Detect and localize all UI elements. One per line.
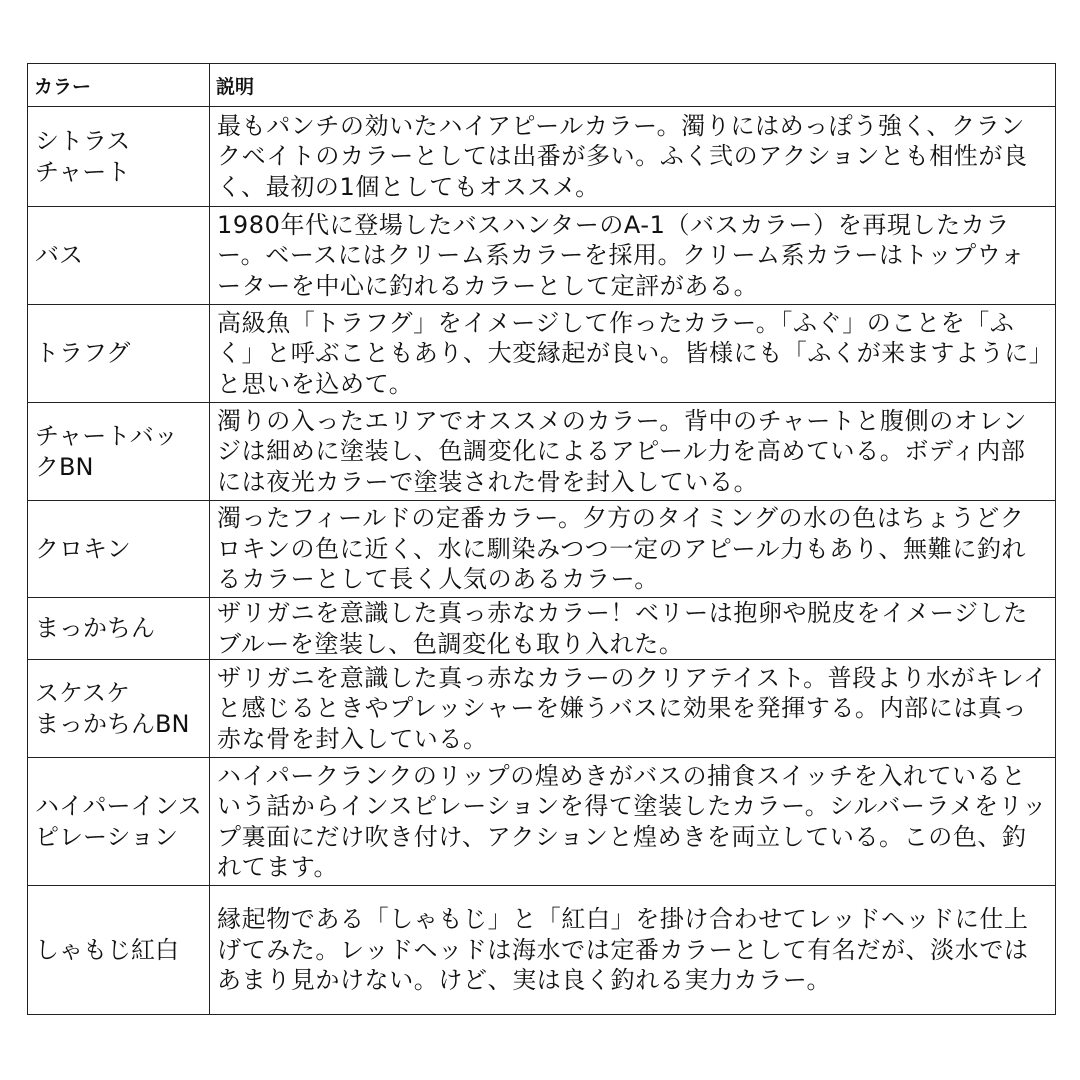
color-description: 最もパンチの効いたハイアピールカラー。濁りにはめっぽう強く、クランクベイトのカラーとしては出番が多い。ふく弐のアクションとも相性が良く、最初の1個としてもオススメ。: [210, 107, 1056, 207]
color-name: クロキン: [28, 501, 210, 598]
color-description: 高級魚「トラフグ」をイメージして作ったカラー。「ふぐ」のことを「ふく」と呼ぶこともあり、大変縁起が良い。皆様にも「ふくが来ますように」と思いを込めて。: [210, 305, 1056, 403]
color-name: トラフグ: [28, 305, 210, 403]
table-row: [28, 305, 1056, 403]
table-header-row: [28, 64, 1056, 107]
color-description: 1980年代に登場したバスハンターのA-1（バスカラー）を再現したカラー。ベースにはクリーム系カラーを採用。クリーム系カラーはトップウォーターを中心に釣れるカラーとして定評がある。: [210, 207, 1056, 305]
color-description: 縁起物である「しゃもじ」と「紅白」を掛け合わせてレッドヘッドに仕上げてみた。レッドヘッドは海水では定番カラーとして有名だが、淡水ではあまり見かけない。けど、実は良く釣れる実力カラー。: [210, 886, 1056, 1015]
color-description: ザリガニを意識した真っ赤なカラーのクリアテイスト。普段より水がキレイと感じるときやプレッシャーを嫌うバスに効果を発揮する。内部には真っ赤な骨を封入している。: [210, 660, 1056, 758]
color-description: ザリガニを意識した真っ赤なカラー！ベリーは抱卵や脱皮をイメージしたブルーを塗装し、色調変化も取り入れた。: [210, 598, 1056, 660]
color-description: 濁ったフィールドの定番カラー。夕方のタイミングの水の色はちょうどクロキンの色に近く、水に馴染みつつ一定のアピール力もあり、無難に釣れるカラーとして長く人気のあるカラー。: [210, 501, 1056, 598]
color-name: バス: [28, 207, 210, 305]
color-description: 濁りの入ったエリアでオススメのカラー。背中のチャートと腹側のオレンジは細めに塗装し、色調変化によるアピール力を高めている。ボディ内部には夜光カラーで塗装された骨を封入している。: [210, 403, 1056, 501]
table-row: [28, 598, 1056, 660]
header-description: 説明: [210, 64, 1056, 107]
table-row: [28, 660, 1056, 758]
table-row: [28, 758, 1056, 886]
color-name: ハイパーインス ピレーション: [28, 758, 210, 886]
table-row: [28, 107, 1056, 207]
header-color: カラー: [28, 64, 210, 107]
table-row: [28, 403, 1056, 501]
color-description-table: [27, 63, 1056, 1015]
color-name: まっかちん: [28, 598, 210, 660]
color-name: チャートバッ クBN: [28, 403, 210, 501]
color-name: スケスケ まっかちんBN: [28, 660, 210, 758]
table-row: [28, 207, 1056, 305]
color-description: ハイパークランクのリップの煌めきがバスの捕食スイッチを入れているという話からインスピレーションを得て塗装したカラー。シルバーラメをリップ裏面にだけ吹き付け、アクションと煌めきを両立している。この色、釣れてます。: [210, 758, 1056, 886]
color-name: しゃもじ紅白: [28, 886, 210, 1015]
table-row: [28, 886, 1056, 1015]
table-row: [28, 501, 1056, 598]
color-name: シトラス チャート: [28, 107, 210, 207]
